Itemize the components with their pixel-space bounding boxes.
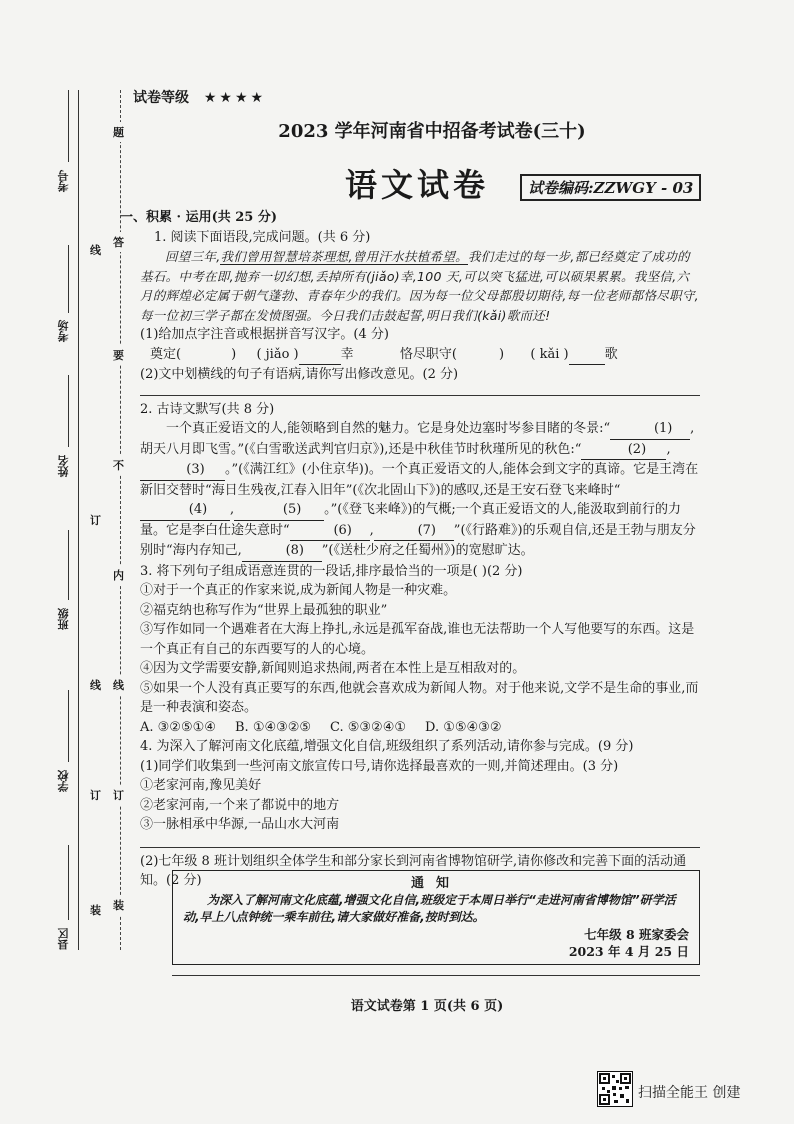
poem-blank-3[interactable]: (3) [140,460,225,481]
notice-date: 2023 年 4 月 25 日 [568,944,689,959]
subject-title: 语文试卷 [344,166,489,204]
q3-prompt: 3. 将下列句子组成语意连贯的一段话,排序最恰当的一项是( )(2 分) [140,563,523,579]
margin-left-char-ding2: 订 [90,785,101,805]
answer-line-q4[interactable] [140,847,700,848]
q4-prompt: 4. 为深入了解河南文化底蕴,增强文化自信,班级组织了系列活动,请你参与完成。(9 分) [140,739,634,754]
margin-char-zhuang: 装 [113,895,124,915]
grade-stars-icon: ★★★★ [203,90,267,106]
margin-left-char-xian2: 线 [90,675,101,695]
word-4-tail: 歌 [604,346,618,362]
margin-field-banji-line[interactable] [68,530,69,600]
q4-option-2: ②老家河南,一个来了都说中的地方 [140,797,340,813]
margin-field-kaochang: 考场 [57,320,70,342]
option-a[interactable]: A. ③②⑤①④ [140,719,216,735]
word-1: 奠定( [150,346,182,362]
margin-field-banji: 班级 [57,608,70,630]
q2-text-7: , [369,522,374,538]
poem-blank-7[interactable]: (7) [374,521,454,542]
q3-sentence-4: ④因为文学需要安静,新闻则追求热闹,两者在本性上是互相敌对的。 [140,661,526,676]
margin-char-yao: 要 [113,345,124,365]
grade-label: 试卷等级 [133,90,189,106]
word-1-close: ) [231,346,237,362]
q1-words [140,345,700,366]
q4-sub2: (2)七年级 8 班计划组织全体学生和部分家长到河南省博物馆研学,请你修改和完善下面的活动通知。(2 分) [140,853,687,888]
answer-line-bottom[interactable] [172,975,700,976]
q2-passage [140,419,700,562]
q2-text-1: 一个真正爱语文的人,能领略到自然的魅力。它是身处边塞时岑参目睹的冬景:“ [166,421,611,436]
q2-text-3: , [666,441,671,457]
q1-sub2: (2)文中划横线的句子有语病,请你写出修改意见。(2 分) [140,367,459,382]
q2-text-6: 。”(《登飞来峰》)的气概;一个真正爱语文的人,能汲取到前行的力量。它是李白仕途失意时“ [140,502,681,538]
word-3-close: ) [499,346,505,362]
margin-char-xian: 线 [113,675,124,695]
option-b[interactable]: B. ①④③②⑤ [235,719,312,735]
poem-blank-8[interactable]: (8) [242,541,322,562]
option-c[interactable]: C. ⑤③②④① [330,719,407,735]
exam-content [120,208,700,891]
margin-char-bu: 不 [113,455,124,475]
poem-blank-2[interactable]: (2) [581,440,666,461]
q2-text-8: ”(《行路难》)的乐观自信,还是王勃与朋友分别时“海内存知己, [140,522,696,558]
page-footer: 语文试卷第 1 页(共 6 页) [350,999,504,1014]
margin-field-xingming: 姓名 [57,455,70,477]
scanner-watermark: 扫描全能王 创建 [638,1085,741,1101]
poem-blank-1[interactable]: (1) [610,419,690,440]
margin-char-ti: 题 [113,122,124,142]
margin-field-kaochang-line[interactable] [68,245,69,313]
margin-field-xianqu: 县区 [57,928,70,950]
q2-text-9: ”(《送杜少府之任蜀州》)的宽慰旷达。 [321,543,534,558]
q3-sentence-1: ①对于一个真正的作家来说,成为新闻人物是一种灾难。 [140,583,457,598]
margin-field-xuexiao-line[interactable] [68,690,69,762]
poem-blank-6[interactable]: (6) [290,521,370,542]
word-4: ( kǎi ) [530,346,569,362]
margin-field-kaohao: 考号 [57,170,70,192]
answer-blank-kai[interactable] [569,345,605,366]
word-2-tail: 幸 [340,346,354,362]
notice-body: 为深入了解河南文化底蕴,增强文化自信,班级定于本周日举行“走进河南省博物馆”研学活动,早上八点钟统一乘车前往,请大家做好准备,按时到达。 [183,893,676,924]
poem-blank-4[interactable]: (4) [140,500,230,521]
option-d[interactable]: D. ①⑤④③② [425,719,502,735]
margin-field-xuexiao: 学校 [57,770,70,792]
paper-code: 试卷编码:ZZWGY - 03 [520,174,701,201]
q1-passage-start: 回望三年, [165,249,221,264]
notice-title: 通知 [410,876,461,891]
activity-notice [172,870,700,965]
q3-sentence-3: ③写作如同一个遇难者在大海上挣扎,永远是孤军奋战,谁也无法帮助一个人写他要写的东西。这是一个真正有自己的东西要写的人的心境。 [140,622,695,657]
notice-signer: 七年级 8 班家委会 [584,927,689,942]
q1-sub1: (1)给加点字注音或根据拼音写汉字。(4 分) [140,327,389,342]
q3-options [140,718,700,738]
margin-field-xingming-line[interactable] [68,375,69,447]
margin-left-char-xian: 线 [90,240,101,260]
q2-prompt: 2. 古诗文默写(共 8 分) [140,401,275,417]
word-2: ( jiǎo ) [256,346,299,362]
q4-option-1: ①老家河南,豫见美好 [140,778,262,793]
paper-grade [133,87,266,107]
q2-text-5: , [230,502,235,517]
section-heading: 一、积累 · 运用(共 25 分) [120,210,278,225]
margin-line-outer [78,90,79,950]
margin-left-char-zhuang: 装 [90,900,101,920]
q3-sentence-5: ⑤如果一个人没有真正要写的东西,他就会喜欢成为新闻人物。对于他来说,文学不是生命的事业,而是一种表演和姿态。 [140,680,699,715]
q4-sub1: (1)同学们收集到一些河南文旅宣传口号,请你选择最喜欢的一则,并简述理由。(3 分) [140,758,619,774]
margin-char-da: 答 [113,232,124,252]
margin-left-char-ding: 订 [90,510,101,530]
qr-code-icon [597,1071,633,1107]
exam-title: 2023 学年河南省中招备考试卷(三十) [278,121,586,142]
q1-passage-rest: 我们走过的每一步,都已经奠定了成功的基石。中考在即,抛弃一切幻想,丢掉所有(jiǎo)幸,100 天,可以突飞猛进,可以硕果累累。我坚信,六月的辉煌必定属于朝气蓬勃、青春年少的我们。因为每一位父母都殷切期待,每一位老师都恪尽职守,每一位初三学子都在发愤图强。今日我们击鼓起誓,明日我们(kǎi)歌而还! [140,249,699,323]
q4-option-3: ③一脉相承中华源,一品山水大河南 [140,817,340,832]
q1-underlined-sentence: 我们曾用智慧培茶理想,曾用汗水扶植希望。 [220,249,468,264]
margin-field-xianqu-line[interactable] [68,845,69,920]
poem-blank-5[interactable]: (5) [234,500,324,521]
q2-text-2: ,胡天八月即飞雪。”(《白雪歌送武判官归京》),还是中秋佳节时秋瑾所见的秋色:“ [140,421,695,457]
q3-sentence-2: ②福克纳也称写作为“世界上最孤独的职业” [140,602,388,618]
answer-blank-jiao[interactable] [299,345,341,366]
q1-passage [140,247,700,325]
q2-text-4: 。”(《满江红》(小住京华))。一个真正爱语文的人,能体会到文字的真谛。它是王湾在新旧交替时“海日生残夜,江春入旧年”(《次北固山下》)的感叹,还是王安石登飞来峰时“ [140,462,699,498]
margin-char-ding: 订 [113,785,124,805]
q1-prompt: 1. 阅读下面语段,完成问题。(共 6 分) [154,229,371,245]
word-3: 恪尽职守( [399,346,457,362]
answer-line[interactable] [140,395,700,396]
margin-char-nei: 内 [113,565,124,585]
